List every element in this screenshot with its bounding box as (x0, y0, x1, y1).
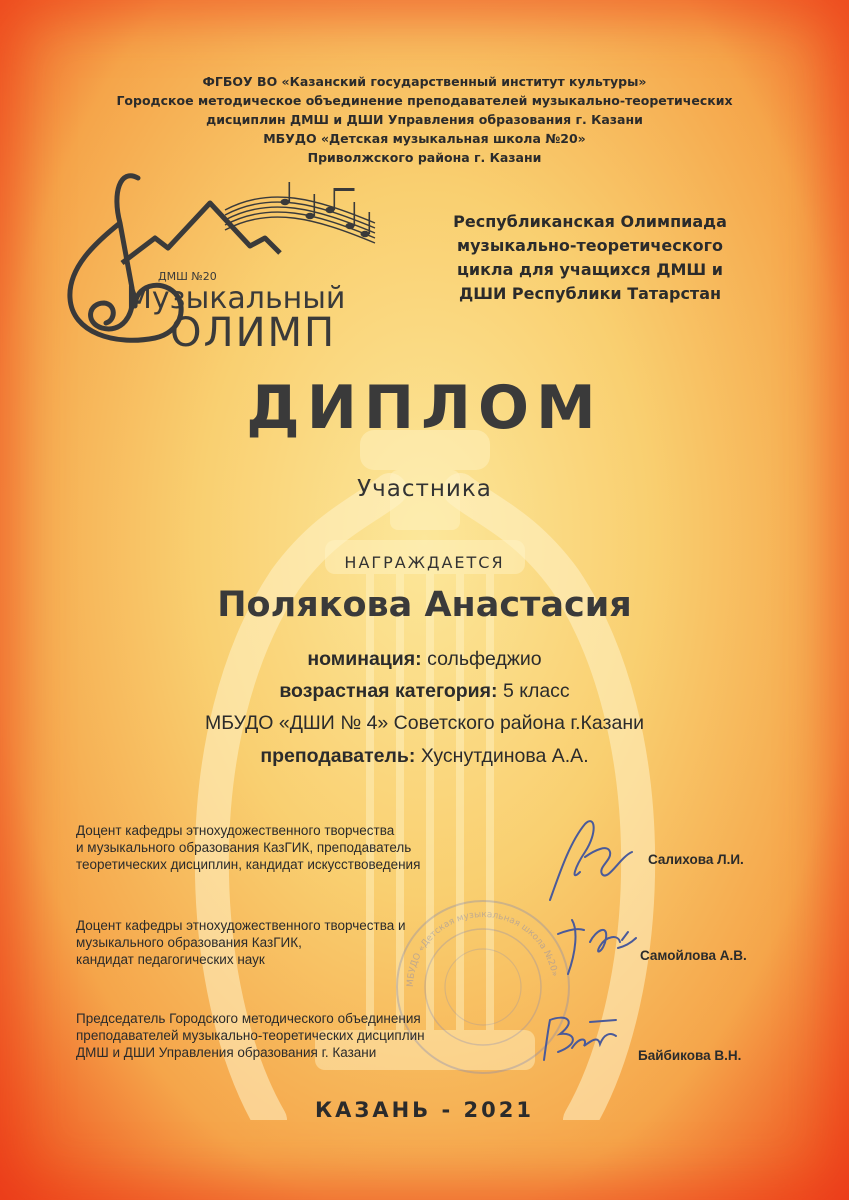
signatory-line: и музыкального образования КазГИК, преподаватель (76, 840, 412, 855)
school-line: МБУДО «ДШИ № 4» Советского района г.Казани (204, 712, 644, 734)
signatory-line: музыкального образования КазГИК, (76, 935, 302, 950)
footer-city-year: КАЗАНЬ - 2021 (315, 1098, 534, 1122)
nomination-line (0, 648, 849, 671)
stamp-text: МБУДО «Детская музыкальная школа №20» (405, 909, 560, 988)
age-value: 5 класс (502, 680, 570, 702)
signature-1-icon (540, 812, 640, 907)
nomination-value: сольфеджио (427, 648, 542, 670)
diploma-title: ДИПЛОМ (246, 373, 603, 443)
signatory-line: преподавателей музыкально-теоретических дисциплин (76, 1028, 425, 1043)
olympiad-line: цикла для учащихся ДМШ и (457, 260, 723, 279)
signatory-line: Доцент кафедры этнохудожественного творчества и (76, 918, 406, 933)
signatory-line: Доцент кафедры этнохудожественного творчества (76, 823, 395, 838)
teacher-label: преподаватель: (260, 745, 416, 767)
music-olympus-logo (60, 168, 385, 348)
signatory-line: теоретических дисциплин, кандидат искусствоведения (76, 857, 421, 872)
header-line: МБУДО «Детская музыкальная школа №20» (263, 131, 586, 146)
age-label: возрастная категория: (279, 680, 498, 702)
header-line: Городское методическое объединение преподавателей музыкально-теоретических (116, 93, 733, 108)
logo-line2-text: ОЛИМП (170, 310, 337, 348)
teacher-line (0, 745, 849, 768)
signatory-3-position (76, 1010, 425, 1061)
diploma-subtitle: Участника (357, 476, 492, 502)
header-block (0, 72, 849, 167)
signature-2-icon (548, 912, 640, 982)
logo-school-text: ДМШ №20 (158, 270, 217, 283)
signatory-line: Председатель Городского методического объединения (76, 1011, 421, 1026)
olympiad-line: ДШИ Республики Татарстан (458, 284, 722, 303)
teacher-value: Хуснутдинова А.А. (420, 745, 589, 767)
header-line: Приволжского района г. Казани (307, 150, 542, 165)
signatory-line: кандидат педагогических наук (76, 952, 265, 967)
age-line (0, 680, 849, 703)
signature-3-icon (530, 1010, 622, 1070)
header-line: ФГБОУ ВО «Казанский государственный институт культуры» (202, 74, 647, 89)
signatory-1-position (76, 822, 420, 873)
signatory-1-name: Салихова Л.И. (648, 852, 744, 867)
signatory-line: ДМШ и ДШИ Управления образования г. Казани (76, 1045, 377, 1060)
mountains-icon (122, 203, 280, 263)
awarded-label: НАГРАЖДАЕТСЯ (344, 553, 505, 572)
recipient-name: Полякова Анастасия (217, 585, 632, 625)
olympiad-title (400, 210, 780, 306)
logo-line1-text: Музыкальный (126, 281, 346, 316)
header-line: дисциплин ДМШ и ДШИ Управления образования г. Казани (206, 112, 643, 127)
signatory-3-name: Байбикова В.Н. (638, 1048, 742, 1063)
nomination-label: номинация: (307, 648, 422, 670)
olympiad-line: Республиканская Олимпиада (453, 212, 727, 231)
signatory-2-position (76, 917, 406, 968)
olympiad-line: музыкально-теоретического (457, 236, 723, 255)
signatory-2-name: Самойлова А.В. (640, 948, 747, 963)
